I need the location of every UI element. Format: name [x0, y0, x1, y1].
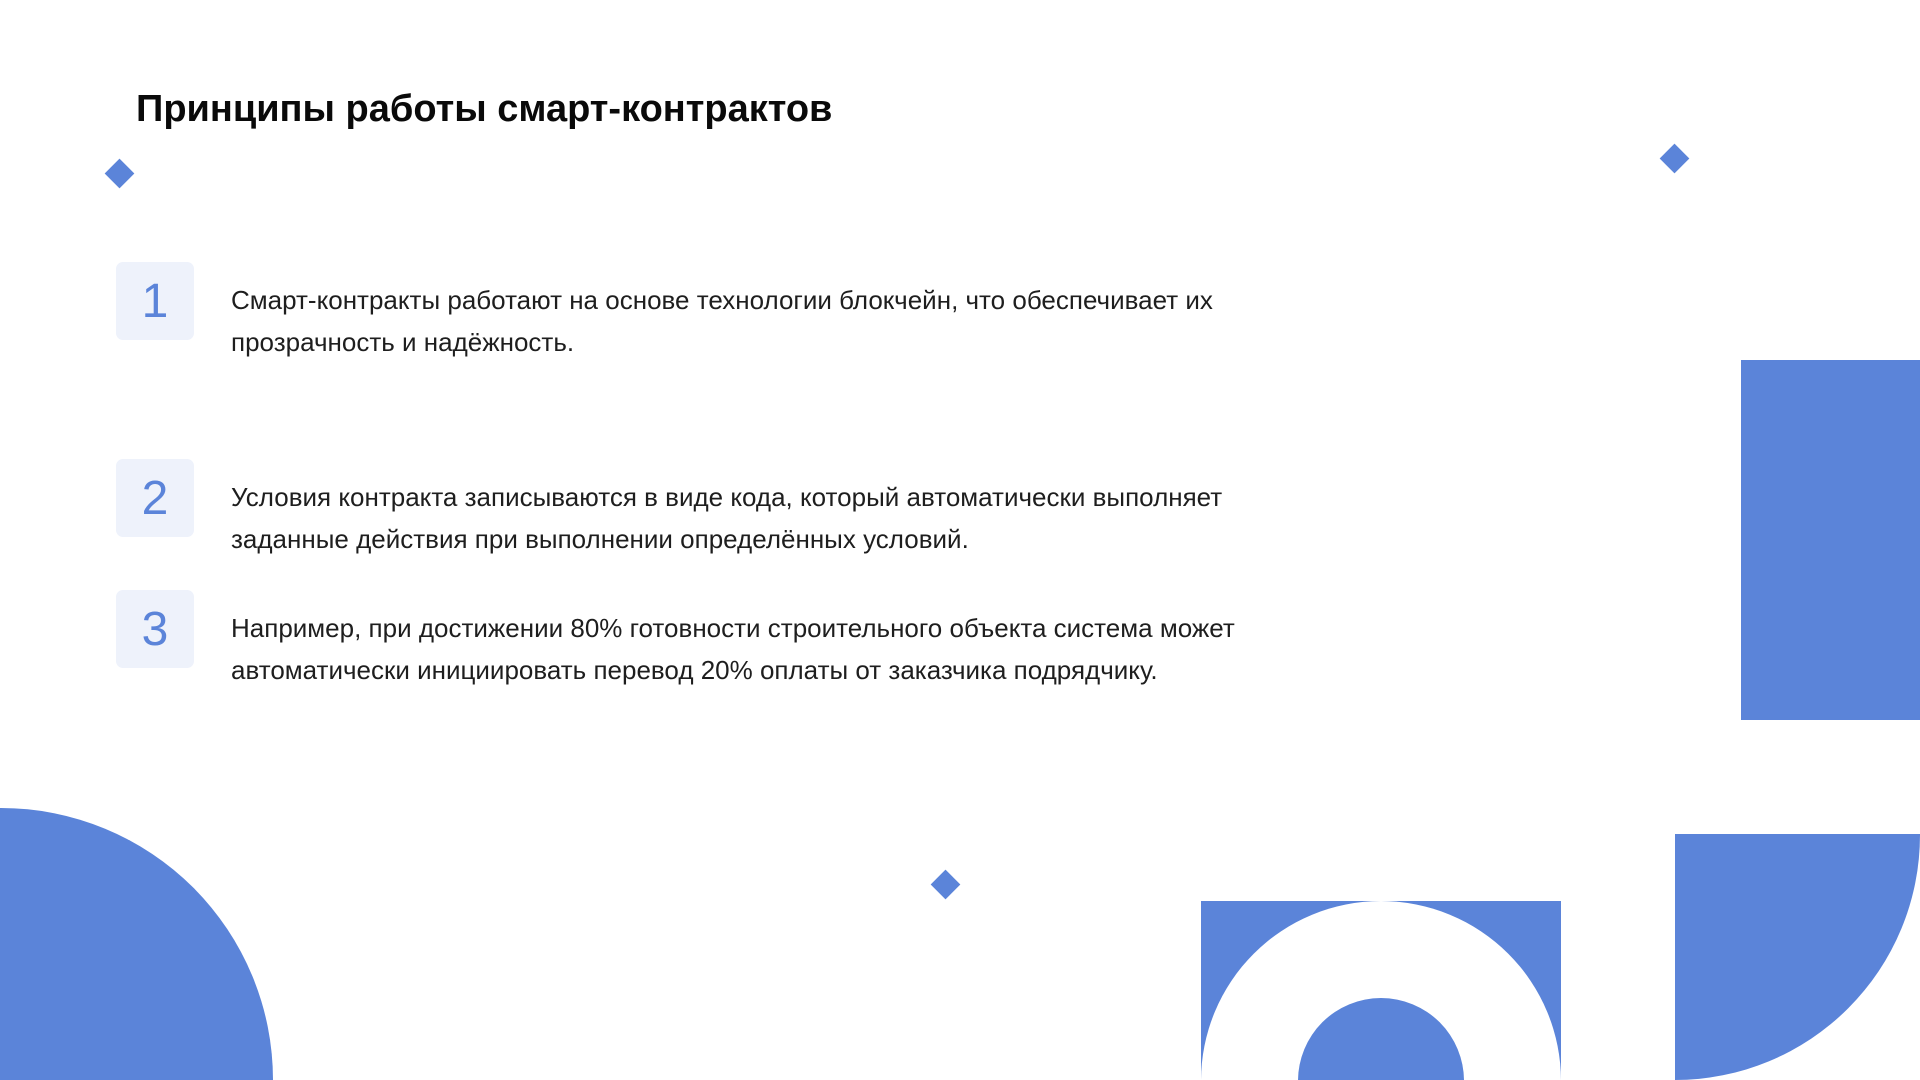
item-text: Например, при достижении 80% готовности строительного объекта система может автоматически инициировать перевод 20% оплаты от заказчика подрядчику.	[231, 613, 1235, 685]
diamond-decoration	[931, 870, 961, 900]
decorative-rectangle	[1741, 360, 1920, 720]
item-number-badge: 3	[116, 590, 194, 668]
list-item	[116, 262, 1251, 363]
slide-title: Принципы работы смарт-контрактов	[136, 88, 833, 130]
item-number-badge: 1	[116, 262, 194, 340]
list-item	[116, 459, 1251, 560]
item-text: Условия контракта записываются в виде кода, который автоматически выполняет заданные действия при выполнении определённых условий.	[231, 482, 1223, 554]
list-item	[116, 590, 1251, 691]
diamond-decoration	[105, 159, 135, 189]
item-number-badge: 2	[116, 459, 194, 537]
item-text: Смарт-контракты работают на основе технологии блокчейн, что обеспечивает их прозрачность и надёжность.	[231, 285, 1213, 357]
decorative-quarter-shape	[0, 808, 273, 1080]
diamond-decoration	[1660, 144, 1690, 174]
decorative-quarter-shape	[1675, 834, 1920, 1080]
